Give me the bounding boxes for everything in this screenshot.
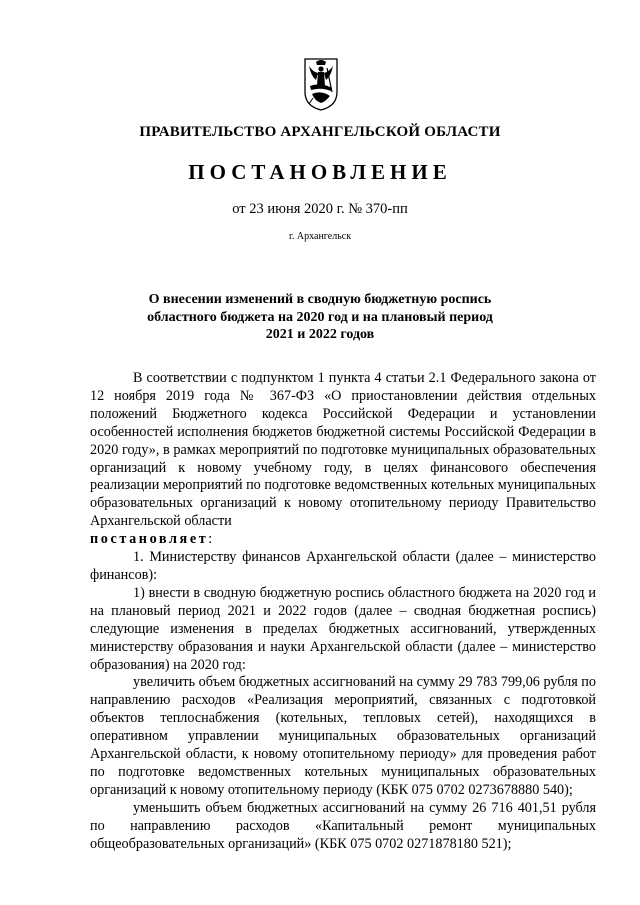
- government-name: ПРАВИТЕЛЬСТВО АРХАНГЕЛЬСКОЙ ОБЛАСТИ: [139, 124, 501, 140]
- body-paragraph: 1) внести в сводную бюджетную роспись областного бюджета на 2020 год и на плановый период 2021 и 2022 годов (далее – сводная бюджетная роспись) следующие изменения в пределах бюджетных ассигнований, утвержденных министерству образования и науки Архангельской области (далее – министерство образования) на 2020 год:: [90, 584, 596, 673]
- resolves-word: постановляет: [90, 531, 209, 548]
- resolves-colon: :: [208, 531, 213, 548]
- document-city: г. Архангельск: [288, 231, 352, 242]
- title-line: областного бюджета на 2020 год и на плановый период: [147, 309, 493, 325]
- document-type: ПОСТАНОВЛЕНИЕ: [188, 160, 452, 184]
- body-paragraph: уменьшить объем бюджетных ассигнований на сумму 26 716 401,51 рубля по направлению расходов «Капитальный ремонт муниципальных общеобразовательных организаций» (КБК 075 0702 0271878180 521);: [90, 799, 596, 852]
- body-paragraph: 1. Министерству финансов Архангельской области (далее – министерство финансов):: [90, 549, 596, 583]
- document-title: [0, 291, 640, 344]
- document-body: [90, 370, 596, 853]
- body-paragraph: [90, 370, 596, 549]
- body-paragraph: увеличить объем бюджетных ассигнований на сумму 29 783 799,06 рубля по направлению расходов «Реализация мероприятий, связанных с подготовкой объектов теплоснабжения (котельных, тепловых сетей), находящихся в оперативном управлении муниципальных образовательных организаций Архангельской области, к новому отопительному периоду» для проведения работ по подготовке ведомственных котельных муниципальных образовательных организаций к новому отопительному периоду (КБК 075 0702 0273678880 540);: [90, 674, 596, 798]
- title-line: 2021 и 2022 годов: [265, 327, 375, 342]
- title-line: О внесении изменений в сводную бюджетную роспись: [148, 292, 492, 307]
- document-date-number: от 23 июня 2020 г. № 370-пп: [232, 201, 408, 217]
- coat-of-arms-emblem: [301, 56, 341, 112]
- paragraph-text: В соответствии с подпунктом 1 пункта 4 статьи 2.1 Федерального закона от 12 ноября 2019 года № 367-ФЗ «О приостановлении действия отдельных положений Бюджетного кодекса Российской Федерации и установлении особенностей исполнения бюджетов бюджетной системы Российской Федерации в 2020 году», в рамках мероприятий по подготовке муниципальных образовательных организаций к новому учебному году, в целях финансового обеспечения реализации мероприятий по подготовке ведомственных котельных муниципальных образовательных организаций к новому отопительному периоду Правительство Архангельской области: [90, 370, 597, 530]
